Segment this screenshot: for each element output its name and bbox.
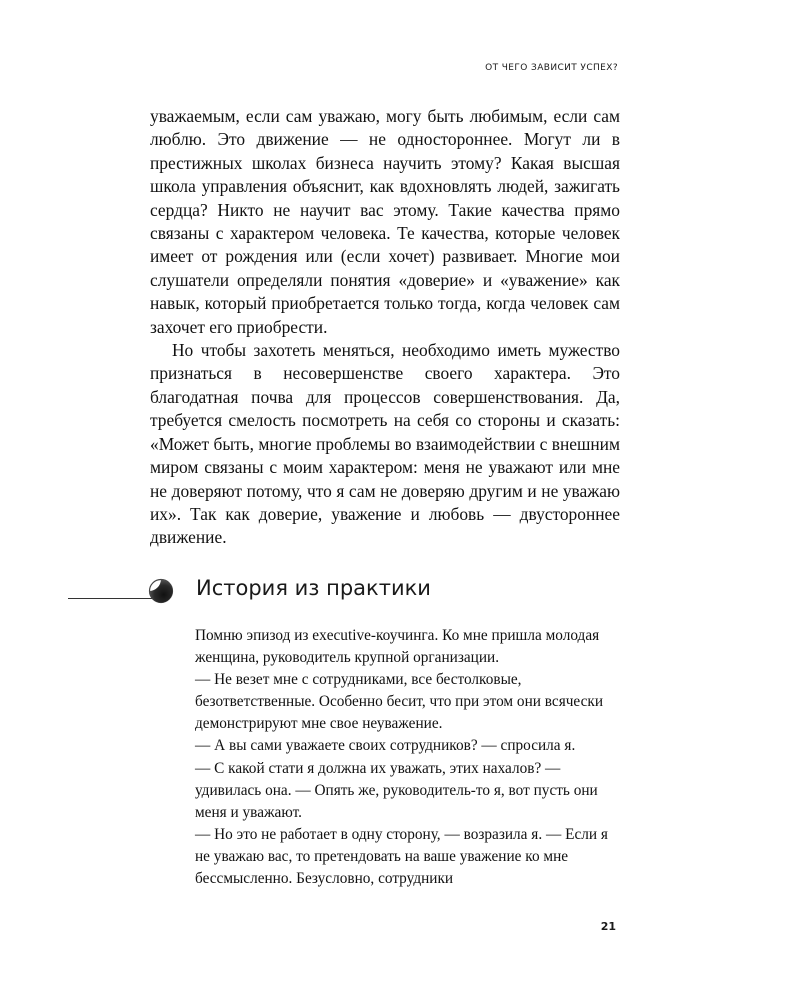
body-paragraph: уважаемым, если сам уважаю, могу быть любимым, если сам люблю. Это движение — не одностороннее. Могут ли в престижных школах бизнеса научить этому? Какая высшая школа управления объяснит, как вдохновлять людей, зажигать сердца? Никто не научит вас этому. Такие качества прямо связаны с характером человека. Те качества, которые человек имеет от рождения или (если хочет) развивает. Многие мои слушатели определяли понятия «доверие» и «уважение» как навык, который приобретается только тогда, когда человек сам захочет его приобрести. bbox=[150, 106, 620, 337]
page-number: 21 bbox=[600, 920, 616, 933]
story-text bbox=[195, 625, 615, 890]
story-paragraph: — Но это не работает в одну сторону, — возразила я. — Если я не уважаю вас, то претендовать на ваше уважение ко мне бессмысленно. Безусловно, сотрудники bbox=[195, 825, 608, 888]
section-title: История из практики bbox=[196, 576, 431, 600]
half-moon-icon bbox=[148, 578, 174, 604]
story-paragraph: Помню эпизод из executive-коучинга. Ко мне пришла молодая женщина, руководитель крупной организации. bbox=[195, 627, 600, 667]
story-paragraph: — А вы сами уважаете своих сотрудников? — спросила я. bbox=[195, 737, 576, 755]
story-paragraph: — Не везет мне с сотрудниками, все бестолковые, безответственные. Особенно бесит, что при этом они всячески демонстрируют мне свое неуважение. bbox=[195, 671, 604, 733]
running-header: ОТ ЧЕГО ЗАВИСИТ УСПЕХ? bbox=[485, 63, 618, 73]
body-text bbox=[150, 105, 620, 550]
body-paragraph: Но чтобы захотеть меняться, необходимо иметь мужество признаться в несовершенстве своего характера. Это благодатная почва для процессов совершенствования. Да, требуется смелость посмотреть на себя со стороны и сказать: «Может быть, многие проблемы во взаимодействии с внешним миром связаны с моим характером: меня не уважают или мне не доверяют потому, что я сам не доверяю другим и не уважаю их». Так как доверие, уважение и любовь — двустороннее движение. bbox=[150, 340, 620, 548]
story-paragraph: — С какой стати я должна их уважать, этих нахалов? — удивилась она. — Опять же, руководитель-то я, вот пусть они меня и уважают. bbox=[195, 759, 598, 821]
